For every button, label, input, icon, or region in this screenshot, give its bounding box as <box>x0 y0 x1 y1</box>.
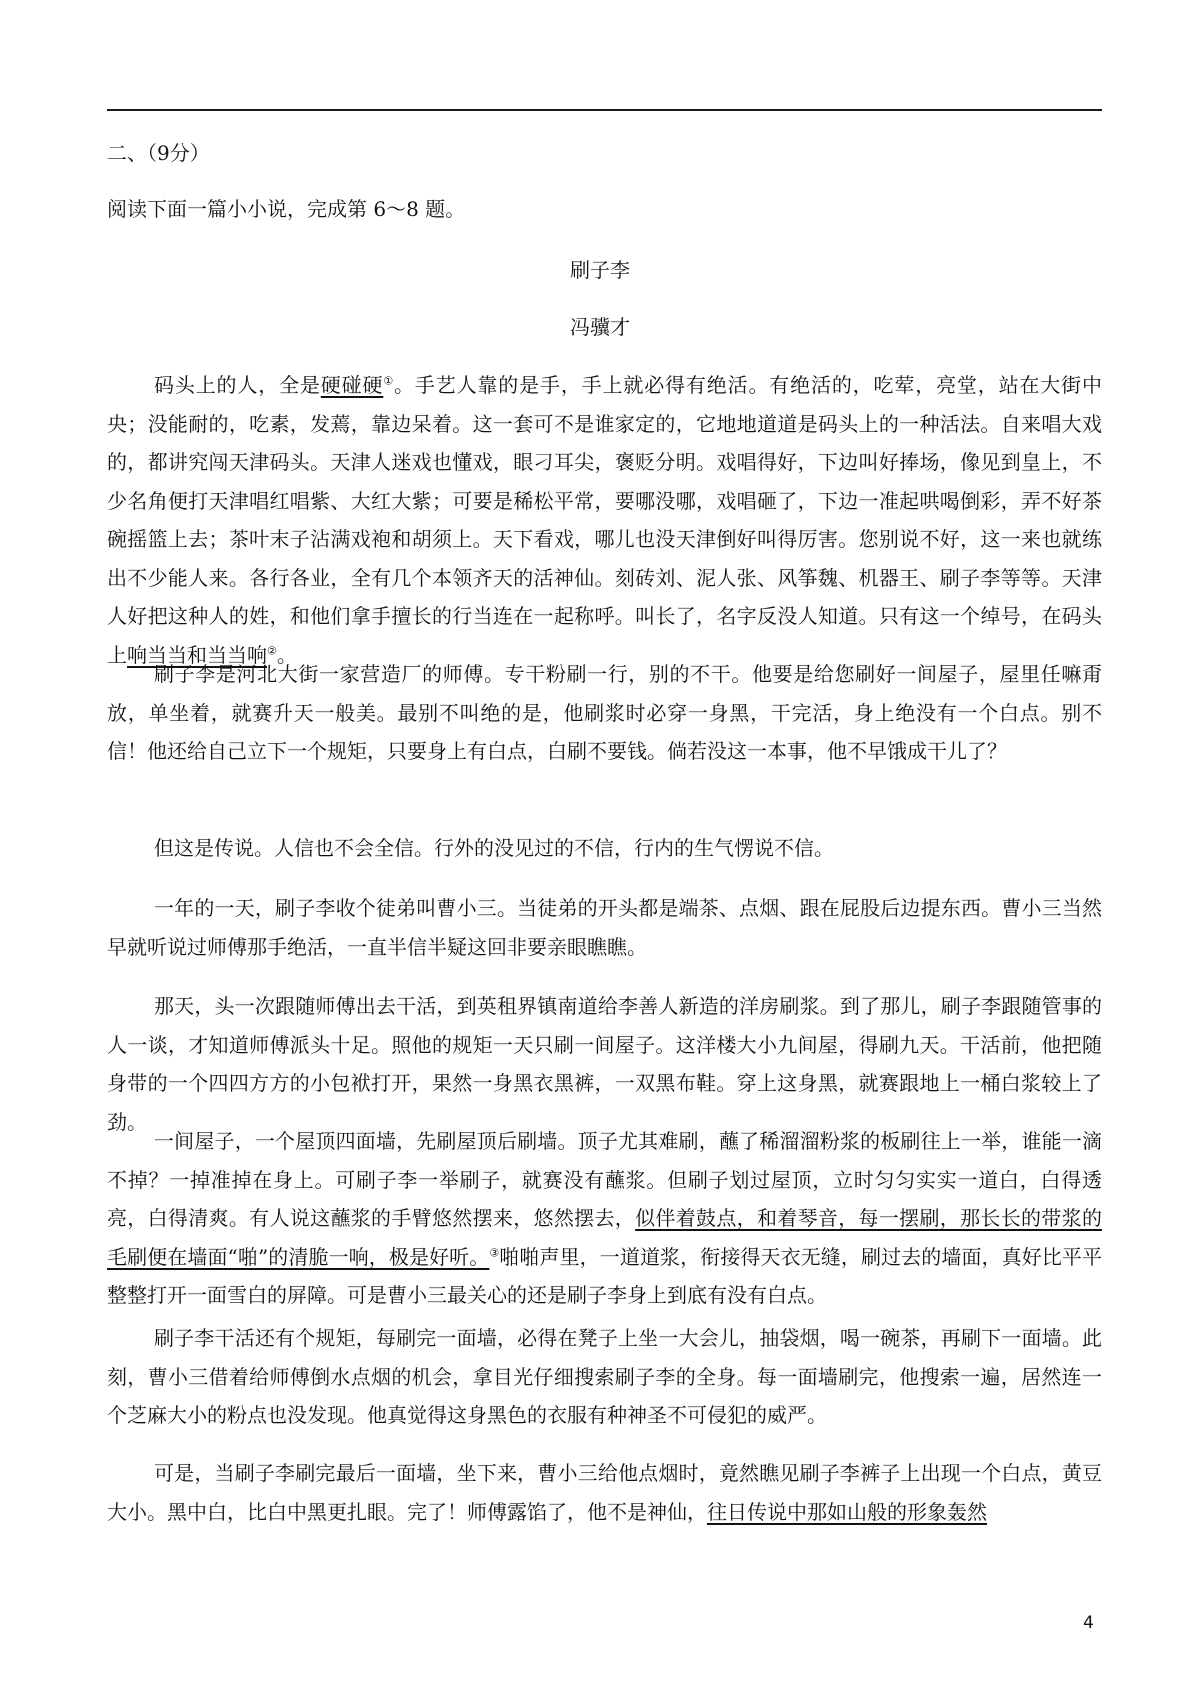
paragraph-4: 一年的一天，刷子李收个徒弟叫曹小三。当徒弟的开头都是端茶、点烟、跟在屁股后边提东西。曹小三当然早就听说过师傅那手绝活，一直半信半疑这回非要亲眼瞧瞧。 <box>107 896 1102 959</box>
underlined-term-1: 硬碰硬 <box>320 373 384 397</box>
section-heading: 二、（9分） <box>107 141 210 165</box>
underlined-sentence-4: 往日传说中那如山般的形象轰然 <box>707 1499 987 1524</box>
paragraph-2: 刷子李是河北大街一家营造厂的师傅。专干粉刷一行，别的不干。他要是给您刷好一间屋子，屋里任嘛甭放，单坐着，就赛升天一般美。最别不叫绝的是，他刷浆时必穿一身黑，干完活，身上绝没有一个白点。别不信！他还给自己立下一个规矩，只要身上有白点，白刷不要钱。倘若没这一本事，他不早饿成干儿了？ <box>107 662 1102 763</box>
story-title: 刷子李 <box>570 258 630 282</box>
note-marker-2: ② <box>267 643 277 657</box>
story-author: 冯骥才 <box>570 315 630 339</box>
paragraph-6: 一间屋子，一个屋顶四面墙，先刷屋顶后刷墙。顶子尤其难刷，蘸了稀溜溜粉浆的板刷往上一举，谁能一滴不掉？一掉准掉在身上。可刷子李一举刷子，就赛没有蘸浆。但刷子划过屋顶，立时匀匀实实一道白，白得透亮，白得清爽。有人说这蘸浆的手臂悠然摆来，悠然摆去，似伴着鼓点，和着琴音，每一摆刷，那长长的带浆的毛刷便在墙面“啪”的清脆一响，极是好听。③啪啪声里，一道道浆，衔接得天衣无缝，刷过去的墙面，真好比平平整整打开一面雪白的屏障。可是曹小三最关心的还是刷子李身上到底有没有白点。 <box>107 1129 1103 1307</box>
note-marker-1: ① <box>383 374 395 388</box>
paragraph-5: 那天，头一次跟随师傅出去干活，到英租界镇南道给李善人新造的洋房刷浆。到了那儿，刷子李跟随管事的人一谈，才知道师傅派头十足。照他的规矩一天只刷一间屋子。这洋楼大小九间屋，得刷九天。干活前，他把随身带的一个四四方方的小包袱打开，果然一身黑衣黑裤，一双黑布鞋。穿上这身黑，就赛跟地上一桶白浆较上了劲。 <box>107 994 1102 1134</box>
paragraph-3: 但这是传说。人信也不会全信。行外的没见过的不信，行内的生气愣说不信。 <box>154 836 834 860</box>
paragraph-1: 码头上的人，全是硬碰硬①。手艺人靠的是手，手上就必得有绝活。有绝活的，吃荤，亮堂，站在大街中央；没能耐的，吃素，发蔫，靠边呆着。这一套可不是谁家定的，它地地道道是码头上的一种活法。自来唱大戏的，都讲究闯天津码头。天津人迷戏也懂戏，眼刁耳尖，褒贬分明。戏唱得好，下边叫好捧场，像见到皇上，不少名角便打天津唱红唱紫、大红大紫；可要是稀松平常，要哪没哪，戏唱砸了，下边一准起哄喝倒彩，弄不好茶碗摇篮上去；茶叶末子沾满戏袍和胡须上。天下看戏，哪儿也没天津倒好叫得厉害。您别说不好，这一来也就练出不少能人来。各行各业，全有几个本领齐天的活神仙。刻砖刘、泥人张、风筝魏、机器王、刷子李等等。天津人好把这种人的姓，和他们拿手擅长的行当连在一起称呼。叫长了，名字反没人知道。只有这一个绰号，在码头上响当当和当当响②。 <box>107 373 1103 667</box>
page-number: 4 <box>1083 1613 1094 1633</box>
paragraph-7: 刷子李干活还有个规矩，每刷完一面墙，必得在凳子上坐一大会儿，抽袋烟，喝一碗茶，再刷下一面墙。此刻，曹小三借着给师傅倒水点烟的机会，拿目光仔细搜索刷子李的全身。每一面墙刷完，他搜索一遍，居然连一个芝麻大小的粉点也没发现。他真觉得这身黑色的衣服有种神圣不可侵犯的威严。 <box>107 1326 1102 1427</box>
underlined-sentence-3: 似伴着鼓点，和着琴音，每一摆刷，那长长的带浆的毛刷便在墙面“啪”的清脆一响，极是好听。 <box>107 1206 1102 1269</box>
header-rule <box>107 109 1102 111</box>
paragraph-8: 可是，当刷子李刷完最后一面墙，坐下来，曹小三给他点烟时，竟然瞧见刷子李裤子上出现一个白点，黄豆大小。黑中白，比白中黑更扎眼。完了！师傅露馅了，他不是神仙，往日传说中那如山般的形象轰然 <box>107 1461 1102 1524</box>
note-marker-3: ③ <box>489 1245 500 1259</box>
underlined-term-2: 响当当和当当响 <box>127 642 267 667</box>
reading-instruction: 阅读下面一篇小小说，完成第 6～8 题。 <box>107 197 466 221</box>
